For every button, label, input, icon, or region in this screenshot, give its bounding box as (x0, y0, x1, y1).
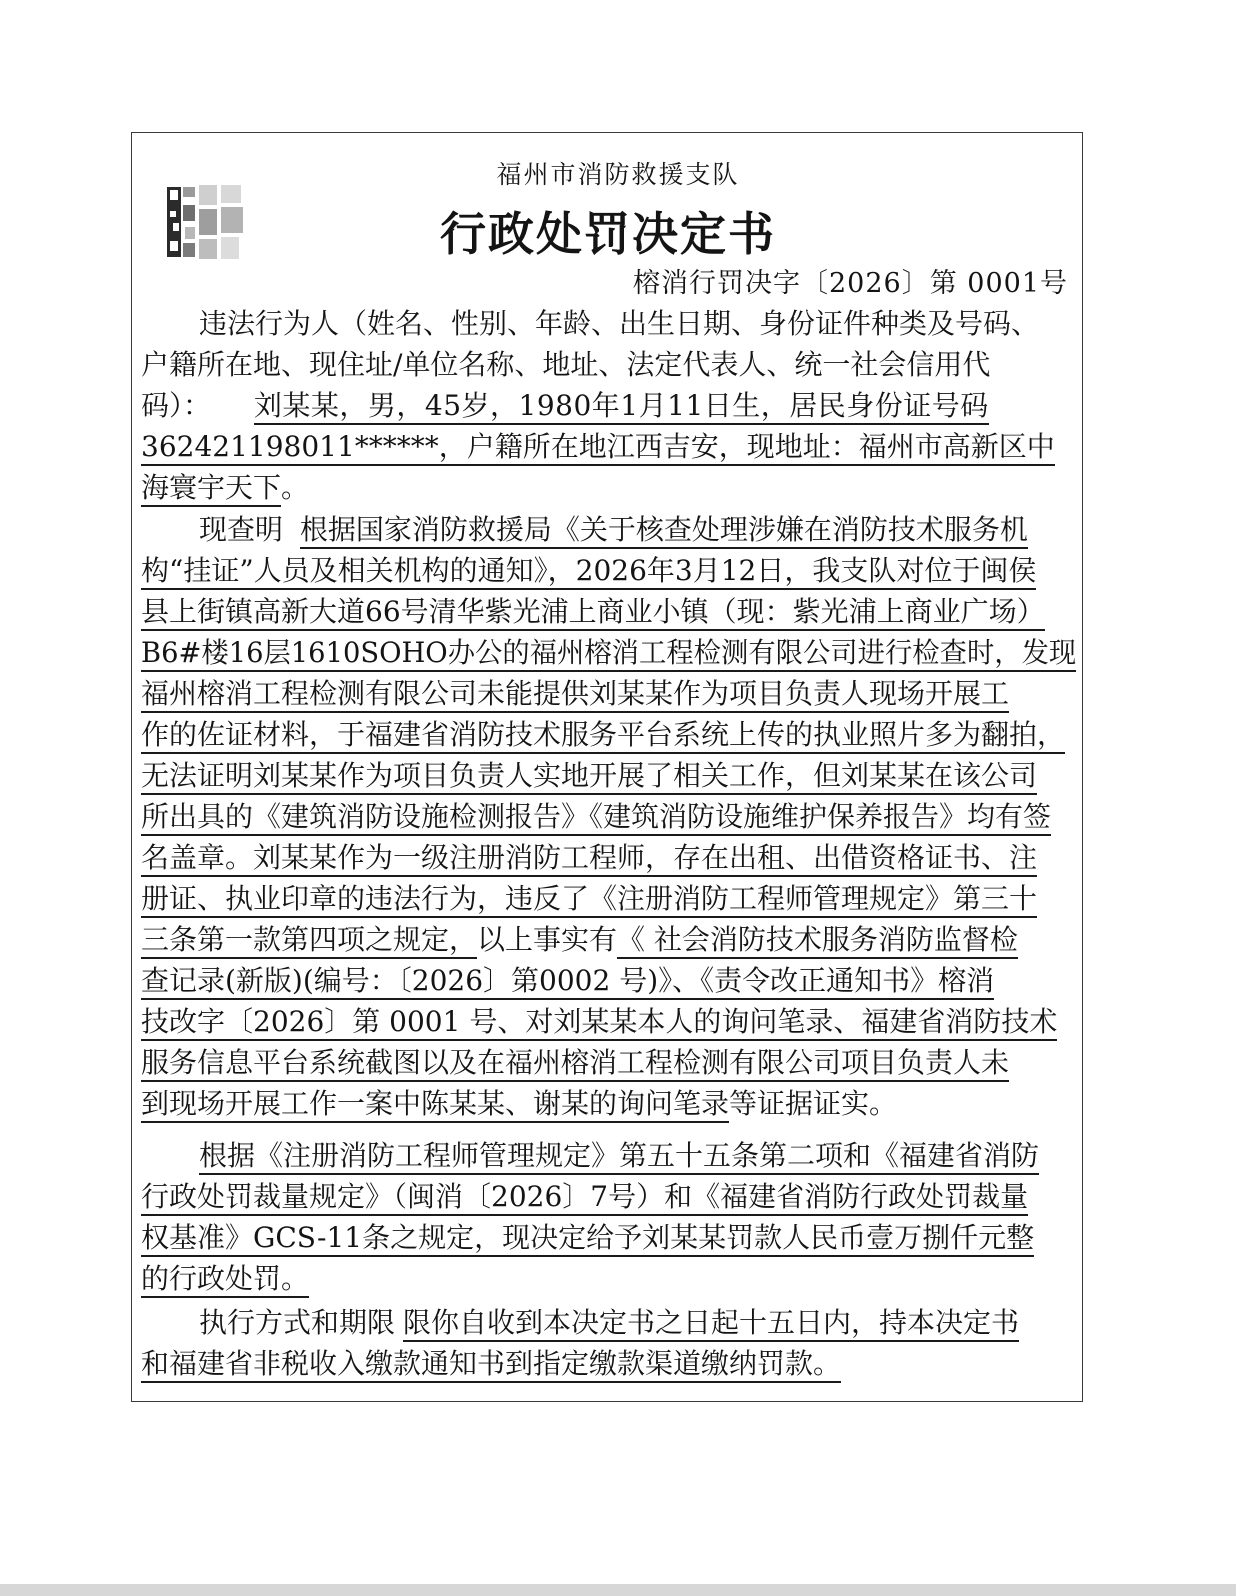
execution-line-1 (199, 1303, 1019, 1343)
facts-line-4 (141, 633, 1076, 673)
decision-line-1 (199, 1136, 1039, 1176)
facts-text-12: 查记录(新版)(编号：〔2026〕第0002 号)》、《责令改正通知书》榕消 (141, 964, 994, 1000)
facts-text-11a: 三条第一款第四项之规定， (141, 923, 477, 959)
issuing-authority: 福州市消防救援支队 (496, 160, 740, 189)
facts-line-10 (141, 879, 1037, 919)
decision-line-4 (141, 1259, 309, 1299)
party-label-line-3: 码）： (141, 389, 212, 422)
facts-text-8: 所出具的《建筑消防设施检测报告》《建筑消防设施维护保养报告》均有签 (141, 800, 1051, 836)
facts-text-7: 无法证明刘某某作为项目负责人实地开展了相关工作，但刘某某在该公司 (141, 759, 1037, 795)
facts-line-3 (141, 592, 1045, 632)
facts-line-12 (141, 961, 994, 1001)
execution-text-1: 限你自收到本决定书之日起十五日内，持本决定书 (403, 1306, 1019, 1342)
facts-text-3: 县上街镇高新大道66号清华紫光浦上商业小镇（现：紫光浦上商业广场） (141, 595, 1045, 631)
party-line-3 (141, 386, 989, 426)
facts-text-4: B6#楼16层1610SOHO办公的福州榕消工程检测有限公司进行检查时，发现 (141, 636, 1076, 672)
facts-text-1: 根据国家消防救援局《关于核查处理涉嫌在消防技术服务机 (300, 513, 1028, 549)
facts-line-11 (141, 920, 1018, 960)
execution-label: 执行方式和期限 (199, 1306, 396, 1339)
facts-text-5: 福州榕消工程检测有限公司未能提供刘某某作为项目负责人现场开展工 (141, 677, 1009, 713)
party-value-line-3: 刘某某，男，45岁，1980年1月11日生，居民身份证号码 (254, 389, 989, 425)
facts-line-8 (141, 797, 1051, 837)
facts-line-2 (141, 551, 1036, 591)
decision-text-3: 权基准》GCS-11条之规定，现决定给予刘某某罚款人民币壹万捌仟元整 (141, 1221, 1034, 1257)
facts-line-5 (141, 674, 1009, 714)
facts-text-6: 作的佐证材料，于福建省消防技术服务平台系统上传的执业照片多为翻拍， (141, 718, 1065, 754)
facts-line-9 (141, 838, 1037, 878)
facts-text-15a: 到现场开展工作一案中陈某某、谢某的询问笔录 (141, 1087, 729, 1123)
decision-text-4: 的行政处罚。 (141, 1262, 309, 1298)
party-value-line-5: 海寰宇天下 (141, 471, 281, 507)
party-line-5 (141, 468, 309, 508)
document-title: 行政处罚决定书 (440, 207, 776, 261)
party-label-line-2: 户籍所在地、现住址/单位名称、地址、法定代表人、统一社会信用代 (141, 348, 991, 381)
party-line-4 (141, 427, 1055, 467)
decision-text-1: 根据《注册消防工程师管理规定》第五十五条第二项和《福建省消防 (199, 1139, 1039, 1175)
decision-line-2 (141, 1177, 1028, 1217)
facts-text-14: 服务信息平台系统截图以及在福州榕消工程检测有限公司项目负责人未 (141, 1046, 1009, 1082)
facts-line-7 (141, 756, 1037, 796)
facts-line-15 (141, 1084, 897, 1124)
execution-line-2 (141, 1344, 841, 1384)
party-line-5-end: 。 (281, 471, 310, 504)
facts-text-15b: 等证据证实。 (729, 1087, 898, 1120)
facts-text-11c: 《 社会消防技术服务消防监督检 (617, 923, 1018, 959)
facts-text-9: 名盖章。刘某某作为一级注册消防工程师，存在出租、出借资格证书、注 (141, 841, 1037, 877)
facts-line-6 (141, 715, 1065, 755)
decision-line-3 (141, 1218, 1034, 1258)
facts-text-10: 册证、执业印章的违法行为，违反了《注册消防工程师管理规定》第三十 (141, 882, 1037, 918)
party-label-line-1: 违法行为人（姓名、性别、年龄、出生日期、身份证件种类及号码、 (199, 307, 1040, 340)
decision-text-2: 行政处罚裁量规定》（闽消〔2026〕7号）和《福建省消防行政处罚裁量 (141, 1180, 1028, 1216)
bottom-bar (0, 1584, 1236, 1596)
facts-line-1 (199, 510, 1028, 550)
facts-line-14 (141, 1043, 1009, 1083)
facts-text-13: 技改字〔2026〕第 0001 号、对刘某某本人的询问笔录、福建省消防技术 (141, 1005, 1057, 1041)
execution-text-2: 和福建省非税收入缴款通知书到指定缴款渠道缴纳罚款。 (141, 1347, 841, 1383)
facts-text-2: 构“挂证”人员及相关机构的通知》，2026年3月12日，我支队对位于闽侯 (141, 554, 1036, 590)
party-value-line-4: 362421198011******，户籍所在地江西吉安，现地址：福州市高新区中 (141, 430, 1055, 466)
facts-text-11b: 以上事实有 (477, 923, 618, 956)
document-number: 榕消行罚决字〔2026〕第 0001号 (632, 268, 1068, 299)
facts-label: 现查明 (199, 513, 284, 546)
facts-line-13 (141, 1002, 1057, 1042)
